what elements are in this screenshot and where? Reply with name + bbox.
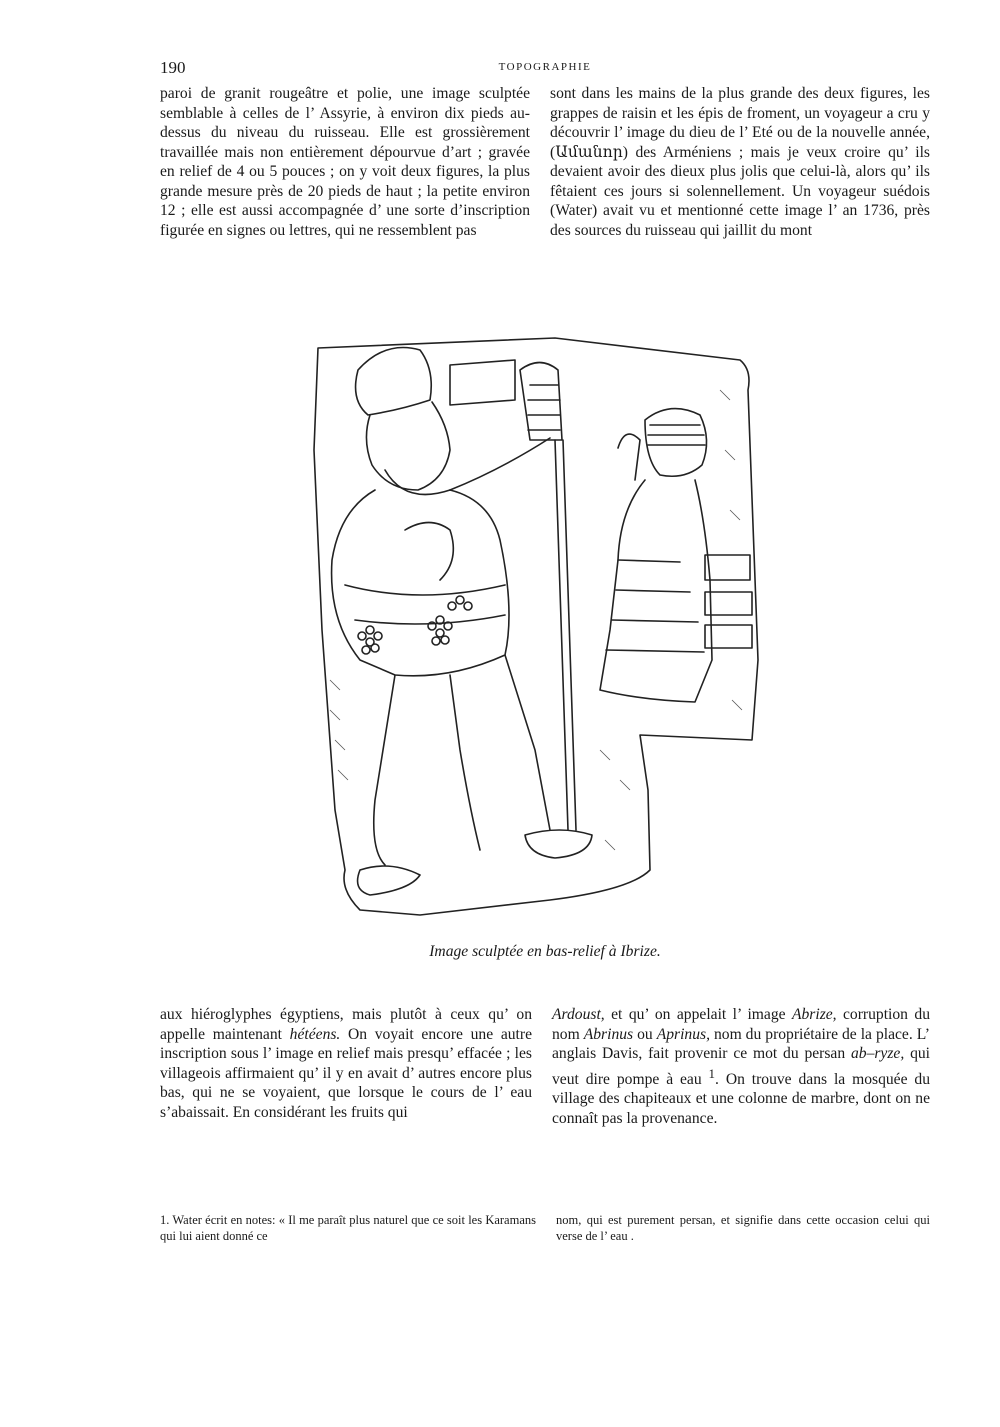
body-column-left-top: [160, 84, 530, 240]
running-title: TOPOGRAPHIE: [498, 61, 592, 73]
paragraph: aux hiéroglyphes égyptiens, mais plutôt à ceux qu’ on appelle maintenant hétéens. On voyait encore une autre inscription sous l’ image en relief mais presqu’ effacée ; les villageois affirmaient qu’ il y en avait d’ autres encore plus bas, qui ne se voyaient, que lorsque le cours de l’ eau s’abaissait. En considérant les fruits qui: [160, 1006, 532, 1121]
body-column-right-bottom: [552, 1005, 930, 1128]
paragraph: Ardoust, et qu’ on appelait l’ image Abrize, corruption du nom Abrinus ou Aprinus, nom du propriétaire de la place. L’ anglais Davis, fait provenir ce mot du persan ab–ryze, qui veut dire pompe à eau $^1$. On trouve dans la mosquée du village des chapiteaux et une colonne de marbre, dont on ne connaît pas la provenance.: [552, 1006, 931, 1127]
paragraph: paroi de granit rougeâtre et polie, une image sculptée semblable à celles de l’ Assyrie, à environ dix pieds au-dessus du niveau du ruisseau. Elle est grossièrement travaillée mais non entièrement dépourvue d’art ; gravée en relief de 4 ou 5 pouces ; on y voit deux figures, la plus grande mesure près de 20 pieds de haut ; la petite environ 12 ; elle est aussi accompagnée d’ une sorte d’inscription figurée en signes ou lettres, qui ne ressemblent pas: [160, 85, 530, 239]
paragraph: sont dans les mains de la plus grande des deux figures, les grappes de raisin et les épis de froment, un voyageur a cru y découvrir l’ image du dieu de l’ Eté ou de la nouvelle année, (Ամանոր) des Arméniens ; mais je veux croire qu’ ils devaient avoir des dieux plus jolis que celui-là, alors qu’ ils fêtaient ces jours si solennellement. Un voyageur suédois (Water) avait vu et mentionné cette image l’ an 1736, près des sources du ruisseau qui jaillit du mont: [550, 85, 930, 239]
body-column-left-bottom: [160, 1005, 532, 1122]
footnote-marker: 1: [708, 1065, 716, 1081]
page-number: 190: [160, 58, 186, 77]
bas-relief-illustration: [300, 330, 790, 920]
footnote-left: 1. Water écrit en notes: « Il me paraît plus naturel que ce soit les Karamans qui lui aient donné ce: [160, 1213, 536, 1243]
page-header: [160, 58, 930, 80]
body-column-right-top: [550, 84, 930, 240]
figure-caption: Image sculptée en bas-relief à Ibrize.: [429, 943, 661, 960]
footnote-right: nom, qui est purement persan, et signifie dans cette occasion celui qui verse de l’ eau .: [556, 1213, 930, 1243]
